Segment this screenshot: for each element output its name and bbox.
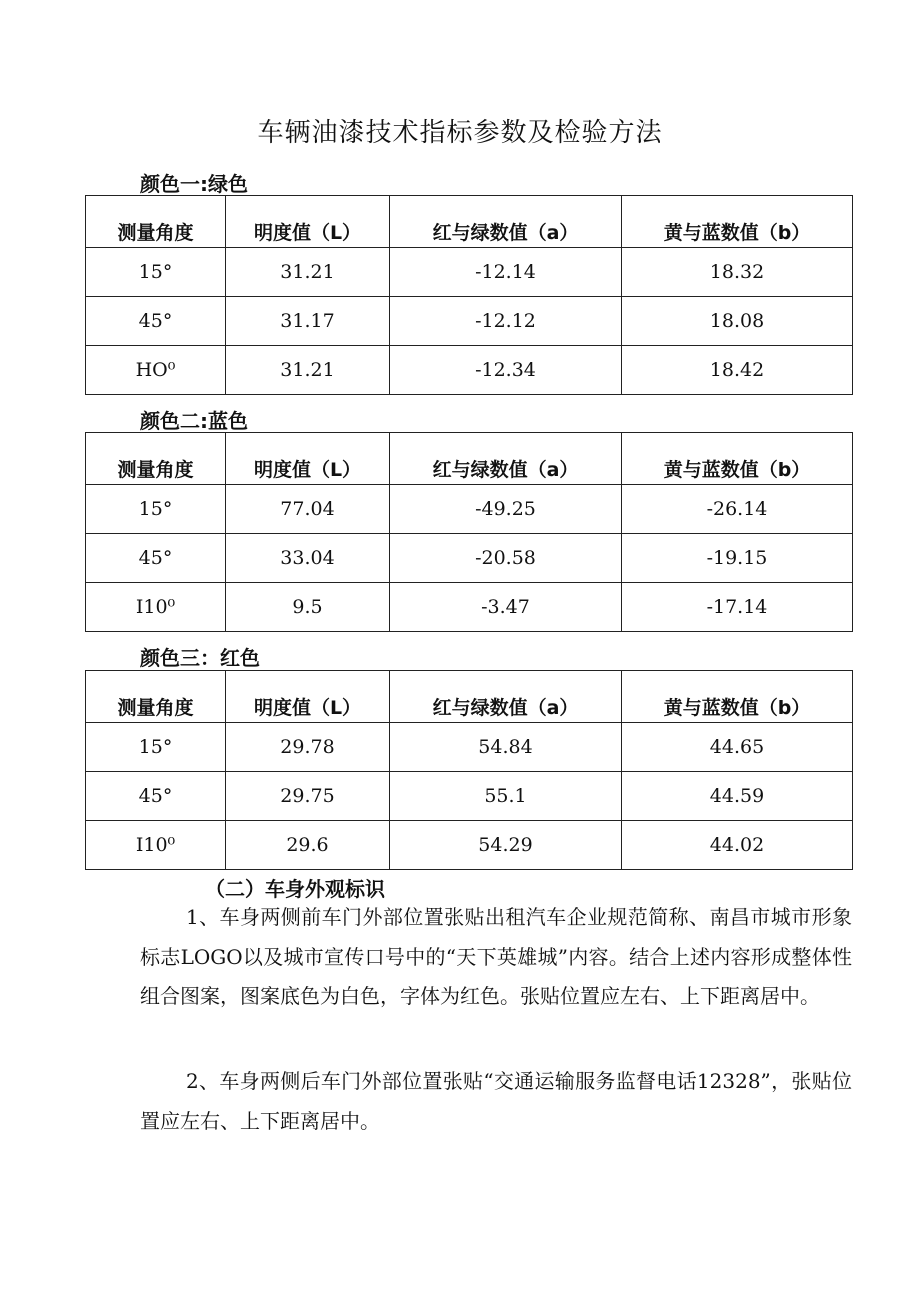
cell-a-value: 54.84 xyxy=(390,723,622,772)
cell-lightness: 33.04 xyxy=(226,534,390,583)
color-3-table xyxy=(85,670,853,870)
table-row xyxy=(86,485,853,534)
header-a-value: 红与绿数值（a） xyxy=(390,671,622,723)
cell-lightness: 31.17 xyxy=(226,297,390,346)
cell-lightness: 9.5 xyxy=(226,583,390,632)
cell-a-value: -49.25 xyxy=(390,485,622,534)
header-b-value: 黄与蓝数值（b） xyxy=(622,671,853,723)
cell-lightness: 31.21 xyxy=(226,346,390,395)
cell-angle: 45° xyxy=(86,534,226,583)
cell-lightness: 29.75 xyxy=(226,772,390,821)
cell-a-value: -12.12 xyxy=(390,297,622,346)
cell-lightness: 77.04 xyxy=(226,485,390,534)
cell-a-value: 55.1 xyxy=(390,772,622,821)
cell-b-value: -19.15 xyxy=(622,534,853,583)
cell-b-value: 44.02 xyxy=(622,821,853,870)
header-lightness: 明度值（L） xyxy=(226,196,390,248)
cell-angle: HO⁰ xyxy=(86,346,226,395)
cell-lightness: 29.78 xyxy=(226,723,390,772)
color-1-label: 颜色一:绿色 xyxy=(140,172,248,196)
header-angle: 测量角度 xyxy=(86,671,226,723)
table-header-row xyxy=(86,671,853,723)
cell-b-value: 18.08 xyxy=(622,297,853,346)
cell-a-value: -12.34 xyxy=(390,346,622,395)
cell-angle: 15° xyxy=(86,248,226,297)
cell-angle: I10⁰ xyxy=(86,821,226,870)
table-row xyxy=(86,346,853,395)
table-header-row xyxy=(86,433,853,485)
cell-a-value: -3.47 xyxy=(390,583,622,632)
cell-b-value: -17.14 xyxy=(622,583,853,632)
cell-b-value: 18.32 xyxy=(622,248,853,297)
cell-a-value: -12.14 xyxy=(390,248,622,297)
cell-b-value: -26.14 xyxy=(622,485,853,534)
table-row xyxy=(86,248,853,297)
cell-angle: 15° xyxy=(86,485,226,534)
cell-lightness: 31.21 xyxy=(226,248,390,297)
table-header-row xyxy=(86,196,853,248)
table-row xyxy=(86,821,853,870)
cell-angle: 45° xyxy=(86,772,226,821)
color-1-table xyxy=(85,195,853,395)
table-row xyxy=(86,583,853,632)
cell-lightness: 29.6 xyxy=(226,821,390,870)
header-a-value: 红与绿数值（a） xyxy=(390,196,622,248)
header-lightness: 明度值（L） xyxy=(226,671,390,723)
table-row xyxy=(86,772,853,821)
cell-a-value: -20.58 xyxy=(390,534,622,583)
cell-b-value: 44.59 xyxy=(622,772,853,821)
color-2-table xyxy=(85,432,853,632)
cell-angle: 15° xyxy=(86,723,226,772)
cell-a-value: 54.29 xyxy=(390,821,622,870)
cell-angle: I10⁰ xyxy=(86,583,226,632)
color-3-label: 颜色三：红色 xyxy=(140,646,260,670)
header-b-value: 黄与蓝数值（b） xyxy=(622,196,853,248)
table-row xyxy=(86,297,853,346)
paragraph-1: 1、车身两侧前车门外部位置张贴出租汽车企业规范简称、南昌市城市形象标志LOGO以及城市宣传口号中的“天下英雄城”内容。结合上述内容形成整体性组合图案，图案底色为白色，字体为红色。张贴位置应左右、上下距离居中。 xyxy=(140,905,852,1008)
color-2-label: 颜色二:蓝色 xyxy=(140,409,248,433)
cell-b-value: 18.42 xyxy=(622,346,853,395)
document-title: 车辆油漆技术指标参数及检验方法 xyxy=(257,118,663,148)
table-row xyxy=(86,534,853,583)
cell-b-value: 44.65 xyxy=(622,723,853,772)
header-b-value: 黄与蓝数值（b） xyxy=(622,433,853,485)
header-lightness: 明度值（L） xyxy=(226,433,390,485)
header-angle: 测量角度 xyxy=(86,433,226,485)
paragraph-2: 2、车身两侧后车门外部位置张贴“交通运输服务监督电话12328”，张贴位置应左右、上下距离居中。 xyxy=(140,1069,852,1133)
section-2-heading: （二）车身外观标识 xyxy=(205,877,385,901)
header-angle: 测量角度 xyxy=(86,196,226,248)
cell-angle: 45° xyxy=(86,297,226,346)
table-row xyxy=(86,723,853,772)
header-a-value: 红与绿数值（a） xyxy=(390,433,622,485)
